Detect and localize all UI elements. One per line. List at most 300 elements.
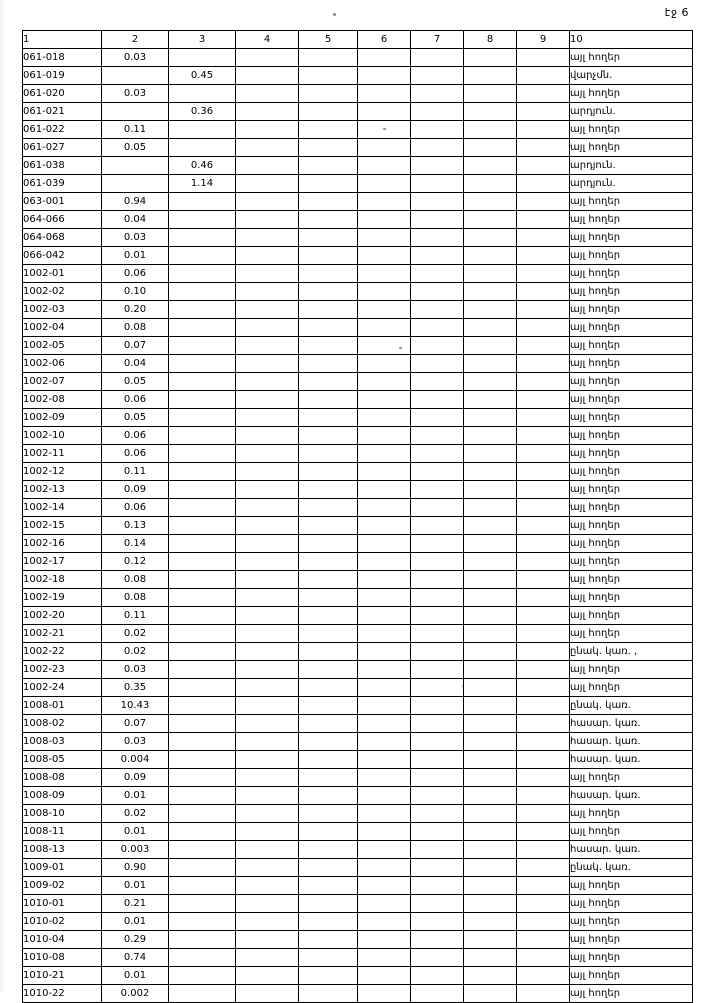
table-header-row [23,31,693,49]
cell-value-7 [411,625,464,643]
cell-value-7 [411,715,464,733]
cell-parcel-code: 1008-10 [23,805,102,823]
cell-value-2: 0.01 [102,787,169,805]
cell-value-9 [517,661,570,679]
cell-value-2: 0.08 [102,589,169,607]
cell-value-6 [358,787,411,805]
cell-value-4 [236,337,299,355]
cell-value-7 [411,463,464,481]
cell-parcel-code: 061-019 [23,67,102,85]
cell-value-6 [358,103,411,121]
cell-value-6 [358,949,411,967]
cell-value-5 [299,697,358,715]
cell-land-use: այլ հողեր [570,679,693,697]
cell-value-7 [411,481,464,499]
cell-value-4 [236,553,299,571]
column-header-9: 9 [517,31,570,49]
cell-value-3 [169,355,236,373]
cell-value-8 [464,427,517,445]
cell-value-6 [358,319,411,337]
table-row [23,751,693,769]
cell-value-3 [169,841,236,859]
cell-value-8 [464,499,517,517]
cell-land-use: այլ հողեր [570,823,693,841]
cell-value-8 [464,247,517,265]
cell-value-8 [464,823,517,841]
cell-value-2: 0.90 [102,859,169,877]
cell-value-4 [236,589,299,607]
cell-value-5 [299,967,358,985]
cell-value-5 [299,715,358,733]
cell-value-3 [169,553,236,571]
cell-land-use: այլ հողեր [570,427,693,445]
cell-value-4 [236,139,299,157]
cell-value-5 [299,625,358,643]
cell-value-6 [358,445,411,463]
cell-value-6 [358,211,411,229]
table-row [23,337,693,355]
cell-value-4 [236,841,299,859]
cell-land-use: այլ հողեր [570,265,693,283]
cell-value-6 [358,625,411,643]
land-registry-table [22,30,693,1003]
cell-value-9 [517,913,570,931]
table-row [23,733,693,751]
cell-value-3 [169,949,236,967]
cell-value-8 [464,391,517,409]
cell-value-9 [517,265,570,283]
cell-value-5 [299,283,358,301]
cell-value-2: 0.05 [102,139,169,157]
cell-value-2: 0.09 [102,481,169,499]
cell-value-6 [358,193,411,211]
table-row [23,949,693,967]
cell-value-4 [236,967,299,985]
cell-value-4 [236,409,299,427]
cell-value-5 [299,769,358,787]
cell-parcel-code: 1008-13 [23,841,102,859]
cell-parcel-code: 1002-12 [23,463,102,481]
cell-value-7 [411,391,464,409]
cell-value-4 [236,157,299,175]
table-row [23,373,693,391]
cell-parcel-code: 1008-09 [23,787,102,805]
cell-parcel-code: 1008-03 [23,733,102,751]
cell-value-4 [236,463,299,481]
cell-value-5 [299,481,358,499]
cell-value-5 [299,877,358,895]
cell-value-4 [236,301,299,319]
cell-parcel-code: 061-020 [23,85,102,103]
cell-value-4 [236,571,299,589]
cell-value-3 [169,211,236,229]
cell-value-9 [517,769,570,787]
cell-value-9 [517,589,570,607]
cell-value-6 [358,229,411,247]
cell-land-use: այլ հողեր [570,139,693,157]
cell-value-9 [517,571,570,589]
cell-value-5 [299,337,358,355]
cell-value-8 [464,49,517,67]
cell-value-4 [236,121,299,139]
cell-value-4 [236,229,299,247]
cell-parcel-code: 061-027 [23,139,102,157]
cell-land-use: հասար. կառ. [570,787,693,805]
cell-value-6 [358,895,411,913]
cell-value-7 [411,301,464,319]
cell-value-9 [517,607,570,625]
cell-value-2: 0.08 [102,319,169,337]
cell-value-4 [236,823,299,841]
cell-land-use: այլ հողեր [570,121,693,139]
cell-parcel-code: 1010-01 [23,895,102,913]
cell-value-6 [358,535,411,553]
table-row [23,661,693,679]
cell-value-4 [236,49,299,67]
cell-value-2: 0.35 [102,679,169,697]
cell-value-5 [299,193,358,211]
cell-value-9 [517,211,570,229]
cell-value-7 [411,553,464,571]
cell-value-2: 0.06 [102,445,169,463]
cell-value-9 [517,787,570,805]
cell-value-9 [517,103,570,121]
cell-value-6 [358,499,411,517]
cell-parcel-code: 064-068 [23,229,102,247]
cell-value-4 [236,517,299,535]
cell-value-7 [411,85,464,103]
table-row [23,967,693,985]
cell-value-7 [411,967,464,985]
cell-value-9 [517,643,570,661]
cell-value-8 [464,553,517,571]
column-header-7: 7 [411,31,464,49]
cell-value-5 [299,175,358,193]
cell-value-5 [299,859,358,877]
cell-value-2: 0.94 [102,193,169,211]
cell-value-9 [517,949,570,967]
cell-value-5 [299,211,358,229]
cell-land-use: այլ հողեր [570,391,693,409]
cell-value-6 [358,427,411,445]
cell-value-5 [299,823,358,841]
cell-value-5 [299,229,358,247]
cell-value-9 [517,895,570,913]
cell-value-3 [169,697,236,715]
column-header-6: 6 [358,31,411,49]
cell-land-use: ընակ. կառ. , [570,643,693,661]
cell-parcel-code: 1002-02 [23,283,102,301]
cell-value-6 [358,67,411,85]
cell-value-2: 0.004 [102,751,169,769]
cell-value-8 [464,193,517,211]
cell-value-2: 0.05 [102,409,169,427]
cell-land-use: այլ հողեր [570,607,693,625]
cell-value-9 [517,121,570,139]
column-header-1: 1 [23,31,102,49]
cell-land-use: արդյուն. [570,157,693,175]
cell-value-3 [169,391,236,409]
cell-value-4 [236,661,299,679]
cell-value-4 [236,175,299,193]
cell-value-7 [411,823,464,841]
table-row [23,193,693,211]
cell-parcel-code: 1009-02 [23,877,102,895]
cell-value-6 [358,373,411,391]
cell-land-use: այլ հողեր [570,247,693,265]
cell-value-8 [464,229,517,247]
cell-value-9 [517,373,570,391]
table-row [23,517,693,535]
cell-value-2: 0.03 [102,85,169,103]
cell-land-use: այլ հողեր [570,535,693,553]
cell-land-use: այլ հողեր [570,553,693,571]
cell-value-2: 0.01 [102,247,169,265]
cell-value-6 [358,85,411,103]
cell-value-6 [358,751,411,769]
cell-value-3 [169,643,236,661]
cell-value-9 [517,301,570,319]
cell-value-8 [464,283,517,301]
cell-parcel-code: 1010-04 [23,931,102,949]
cell-parcel-code: 1002-05 [23,337,102,355]
cell-value-7 [411,265,464,283]
cell-parcel-code: 1002-15 [23,517,102,535]
cell-value-5 [299,373,358,391]
cell-value-6 [358,679,411,697]
cell-value-2: 10.43 [102,697,169,715]
cell-value-7 [411,229,464,247]
cell-land-use: այլ հողեր [570,895,693,913]
cell-value-8 [464,949,517,967]
scan-edge-shadow [0,0,6,992]
cell-parcel-code: 1002-04 [23,319,102,337]
cell-parcel-code: 1010-08 [23,949,102,967]
cell-value-7 [411,103,464,121]
table-row [23,553,693,571]
cell-value-2: 0.05 [102,373,169,391]
table-row [23,499,693,517]
table-row [23,103,693,121]
cell-value-8 [464,211,517,229]
cell-value-9 [517,247,570,265]
table-row [23,697,693,715]
cell-parcel-code: 1008-11 [23,823,102,841]
cell-parcel-code: 1002-19 [23,589,102,607]
cell-value-5 [299,841,358,859]
cell-value-4 [236,103,299,121]
column-header-5: 5 [299,31,358,49]
cell-value-7 [411,895,464,913]
cell-value-5 [299,85,358,103]
cell-value-6 [358,463,411,481]
cell-land-use: հասար. կառ. [570,733,693,751]
cell-value-9 [517,409,570,427]
table-row [23,67,693,85]
cell-value-5 [299,319,358,337]
cell-value-6 [358,913,411,931]
cell-value-9 [517,319,570,337]
cell-land-use: հասար. կառ. [570,751,693,769]
cell-value-6 [358,265,411,283]
cell-value-4 [236,751,299,769]
table-row [23,607,693,625]
cell-value-4 [236,607,299,625]
cell-value-2: 0.02 [102,805,169,823]
cell-value-7 [411,877,464,895]
cell-value-6 [358,175,411,193]
cell-value-5 [299,499,358,517]
cell-value-3 [169,913,236,931]
cell-value-9 [517,967,570,985]
cell-value-5 [299,67,358,85]
cell-value-5 [299,661,358,679]
cell-value-6 [358,139,411,157]
cell-value-3 [169,121,236,139]
cell-value-9 [517,841,570,859]
cell-value-8 [464,535,517,553]
cell-parcel-code: 1002-14 [23,499,102,517]
cell-land-use: այլ հողեր [570,625,693,643]
cell-value-8 [464,661,517,679]
cell-value-7 [411,733,464,751]
cell-value-7 [411,931,464,949]
table-row [23,391,693,409]
cell-value-4 [236,643,299,661]
table-row [23,787,693,805]
cell-value-7 [411,697,464,715]
table-row [23,571,693,589]
cell-value-8 [464,373,517,391]
cell-value-8 [464,859,517,877]
cell-value-3 [169,805,236,823]
cell-value-2: 0.01 [102,967,169,985]
cell-parcel-code: 1002-23 [23,661,102,679]
cell-value-5 [299,121,358,139]
cell-value-3 [169,517,236,535]
table-row [23,283,693,301]
cell-value-4 [236,319,299,337]
cell-value-4 [236,67,299,85]
cell-value-2 [102,67,169,85]
cell-value-6 [358,481,411,499]
cell-value-9 [517,679,570,697]
cell-value-5 [299,391,358,409]
cell-value-3: 0.46 [169,157,236,175]
column-header-10: 10 [570,31,693,49]
cell-value-7 [411,589,464,607]
cell-parcel-code: 1002-01 [23,265,102,283]
cell-land-use: այլ հողեր [570,283,693,301]
cell-value-3 [169,139,236,157]
cell-value-4 [236,625,299,643]
cell-value-4 [236,949,299,967]
cell-value-5 [299,895,358,913]
cell-value-9 [517,877,570,895]
cell-parcel-code: 1010-21 [23,967,102,985]
table-row [23,301,693,319]
cell-value-2: 0.04 [102,355,169,373]
land-registry-table-wrapper [22,30,682,1003]
cell-land-use: հասար. կառ. [570,715,693,733]
cell-land-use: այլ հողեր [570,985,693,1003]
cell-value-4 [236,85,299,103]
cell-value-9 [517,355,570,373]
table-row [23,85,693,103]
cell-value-9 [517,85,570,103]
cell-value-5 [299,985,358,1003]
cell-value-7 [411,571,464,589]
cell-land-use: արդյուն. [570,103,693,121]
column-header-3: 3 [169,31,236,49]
cell-value-3: 1.14 [169,175,236,193]
cell-value-2: 0.003 [102,841,169,859]
cell-value-6 [358,733,411,751]
cell-land-use: այլ հողեր [570,499,693,517]
table-row [23,589,693,607]
cell-value-8 [464,625,517,643]
cell-value-7 [411,949,464,967]
cell-value-3 [169,769,236,787]
table-row [23,211,693,229]
cell-land-use: այլ հողեր [570,85,693,103]
table-row [23,157,693,175]
cell-parcel-code: 1008-08 [23,769,102,787]
cell-value-8 [464,139,517,157]
cell-value-8 [464,931,517,949]
cell-value-7 [411,139,464,157]
cell-value-3 [169,625,236,643]
cell-value-5 [299,589,358,607]
cell-value-7 [411,985,464,1003]
cell-value-2: 0.03 [102,229,169,247]
cell-value-5 [299,103,358,121]
cell-parcel-code: 1010-22 [23,985,102,1003]
cell-value-6 [358,283,411,301]
cell-value-3 [169,49,236,67]
cell-parcel-code: 1010-02 [23,913,102,931]
cell-value-7 [411,787,464,805]
cell-value-6 [358,877,411,895]
cell-value-9 [517,67,570,85]
cell-value-3 [169,823,236,841]
cell-value-9 [517,49,570,67]
cell-value-4 [236,265,299,283]
cell-value-7 [411,49,464,67]
cell-value-5 [299,931,358,949]
cell-value-3 [169,247,236,265]
table-row [23,139,693,157]
table-row [23,265,693,283]
cell-value-4 [236,679,299,697]
cell-value-2: 0.06 [102,499,169,517]
cell-value-5 [299,553,358,571]
cell-value-9 [517,229,570,247]
cell-parcel-code: 1008-02 [23,715,102,733]
cell-value-3 [169,895,236,913]
cell-value-5 [299,247,358,265]
cell-value-6 [358,805,411,823]
cell-land-use: ընակ. կառ. [570,859,693,877]
cell-value-9 [517,283,570,301]
cell-value-4 [236,715,299,733]
cell-value-6 [358,643,411,661]
cell-parcel-code: 1002-09 [23,409,102,427]
cell-value-4 [236,535,299,553]
cell-value-7 [411,499,464,517]
cell-parcel-code: 1002-13 [23,481,102,499]
cell-value-4 [236,391,299,409]
